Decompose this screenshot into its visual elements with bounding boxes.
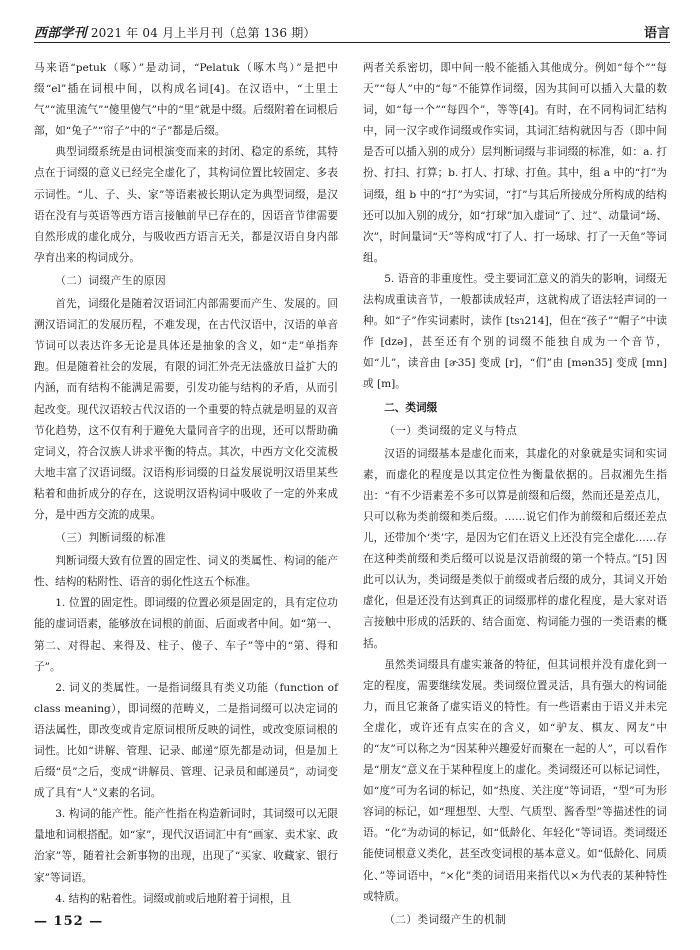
- section-label: 语言: [643, 26, 670, 41]
- paragraph: 汉语的词缀基本是虚化而来，其虚化的对象就是实词和实词素，而虚化的程度是以其定位性为衡量依据的。吕叔湘先生指出：“有不少语素差不多可以算是前缀和后缀，然而还是差点儿，只可以称为类前缀和类后缀。……说它们作为前缀和后缀还差点儿，还带加个‘类’字，是因为它们在语义上还没有完全虚化……存在这种类前缀和类后缀可以说是汉语前缀的第一个特点。”[5] 因此可以认为，类词缀是类似于前缀或者后缀的成分，其词义开始虚化，但是还没有达到真正的词缀那样的虚化程度，是大家对语言接触中形成的活跃的、结合面宽、构词能力强的一类语素的概括。: [363, 447, 667, 650]
- right-column: [363, 58, 667, 933]
- paragraph: 2. 词义的类属性。一是指词缀具有类义功能（function of class meaning），即词缀的范畴义，二是指词缀可以决定词的语法属性，即改变或肯定原词根所反映的词性，或改变原词根的词性。比如“讲解、管理、记录、邮递”原先都是动词，但是加上后缀“员”之后，变成“讲解员、管理、记录员和邮递员”，动词变成了具有“人”义素的名词。: [34, 681, 338, 800]
- paragraph: 典型词缀系统是由词根演变而来的封闭、稳定的系统，其特点在于词缀的意义已经完全虚化了，其构词位置比较固定、多表示词性。“儿、子、头、家”等语素被长期认定为典型词缀，是汉语在没有与英语等西方语言接触前早已存在的，因语音节律需要自然形成的虚化成分，与吸收西方语言无关，都是汉语自身内部孕育出来的构词成分。: [34, 146, 338, 264]
- paragraph: 判断词缀大致有位置的固定性、词义的类属性、构词的能产性、结构的粘附性、语音的弱化性这五个标准。: [34, 555, 338, 589]
- paragraph: 两者关系密切，即中间一般不能插入其他成分。例如“每个”“每天”“每人”中的“每”不能算作词缀，因为其间可以插入大量的数词，如“每一个”“每四个”，等等[4]。有时，在不同构词汇结构中，同一汉字或作词缀或作实词，其词汇结构就因与否（即中间是否可以插入别的成分）层判断词缀与非词缀的标准，如：a. 打扮、打扫、打算；b. 打人、打球、打鱼。其中，组 a 中的“打”为词缀，组 b 中的“打”为实词，“打”与其后所接成分所构成的结构还可以加入别的成分，如“打球”加入虚词“了、过”、动量词“场、次”，时间量词“天”等构成“打了人、打一场球、打了一天鱼”等词组。: [363, 62, 667, 264]
- section-heading: 二、类词缀: [384, 401, 438, 414]
- paragraph: 首先，词缀化是随着汉语词汇内部需要而产生、发展的。回溯汉语词汇的发展历程，不难发现，在古代汉语中，汉语的单音节词可以表达许多无论是具体还是抽象的含义，如“走”单指奔跑。但是随着社会的发展，有限的词汇外壳无法盛放日益扩大的内涵，而有结构不能满足需要，引发功能与结构的矛盾，从而引起改变。现代汉语较古代汉语的一个重要的特点就是明显的双音节化趋势，这不仅有利于避免大量同音字的出现，还可以帮助确定词义，符合汉族人讲求平衡的特点。其次，中西方文化交流极大地丰富了汉语词缀。汉语构形词缀的日益发展说明汉语里某些粘着和曲折成分的存在，这说明汉语构词中吸收了一定的外来成分，是中西方交流的成果。: [34, 298, 338, 521]
- journal-logo: 西部学刊: [34, 26, 87, 41]
- issue-info: 2021 年 04 月上半月刊（总第 136 期）: [90, 26, 316, 40]
- subsection-heading: （三）判断词缀的标准: [55, 532, 167, 545]
- paragraph: 虽然类词缀具有虚实兼备的特征，但其词根并没有虚化到一定的程度，需要继续发展。类词缀位置灵活，具有强大的构词能力，而且它兼备了虚实语义的特性。有一些语素由于语义并未完全虚化，或许还有点实在的含义，如“驴友、棋友、网友”中的“友”可以称之为“因某种兴趣爱好而聚在一起的人”，可以看作是“朋友”意义在于某种程度上的虚化。类词缀还可以标记词性，如“度”可为名词的标记，如“热度、关注度”等词语，“型”可为形容词的标记，如“理想型、大型、气质型、酱香型”等描述性的词语。“化”为动词的标记，如“低龄化、年轻化”等词语。类词缀还能使词根意义类化，甚至改变词根的基本意义。如“低龄化、同质化、”等词语中，“×化”类的词语用来指代以×为代表的某种特性或特质。: [363, 658, 667, 903]
- paragraph: 3. 构词的能产性。能产性指在构造新词时，其词缀可以无限量地和词根搭配。如“家”，现代汉语词汇中有“画家、卖术家、政治家”等，随着社会新事物的出现，出现了“买家、收藏家、银行家”等词语。: [34, 808, 338, 884]
- journal-issue: [34, 22, 316, 41]
- page-number: — 152 —: [34, 914, 104, 929]
- paragraph: 4. 结构的粘着性。词缀或前或后地附着于词根，且: [55, 892, 292, 905]
- page-header: [34, 20, 670, 43]
- left-column: [34, 58, 338, 910]
- paragraph: 5. 语音的非重度性。受主要词汇意义的消失的影响，词缀无法构成重读音节，一般都读成轻声，这就构成了语法轻声词的一种。如“子”作实词素时，读作 [tsɿ214]，但在“孩子”“帽子”中读作 [dzə]，甚至还有个别的词缀不能独自成为一个音节，如“儿”，读音由 [ɚ35] 变成 [r]，“们”由 [mən35] 变成 [mn] 或 [m]。: [363, 272, 667, 391]
- subsection-heading: （二）词缀产生的原因: [55, 274, 167, 287]
- paragraph: 马来语“petuk（啄）”是动词，“Pelatuk（啄木鸟）”是把中缀“el”插在词根中间，以构成名词[4]。在汉语中，“土里土气”“流里流气”“傻里傻气”中的“里”就是中缀。后缀附着在词根后部，如“兔子”“帘子”中的“子”都是后缀。: [34, 62, 338, 138]
- subsection-heading: （一）类词缀的定义与特点: [384, 424, 518, 437]
- subsection-heading: （二）类词缀产生的机制: [384, 913, 507, 926]
- paragraph: 1. 位置的固定性。即词缀的位置必须是固定的，具有定位功能的虚词语素，能够放在词根的前面、后面或者中间。如“第一、第二、对得起、来得及、柱子、傻子、车子”等中的“第、得和子”。: [34, 597, 338, 673]
